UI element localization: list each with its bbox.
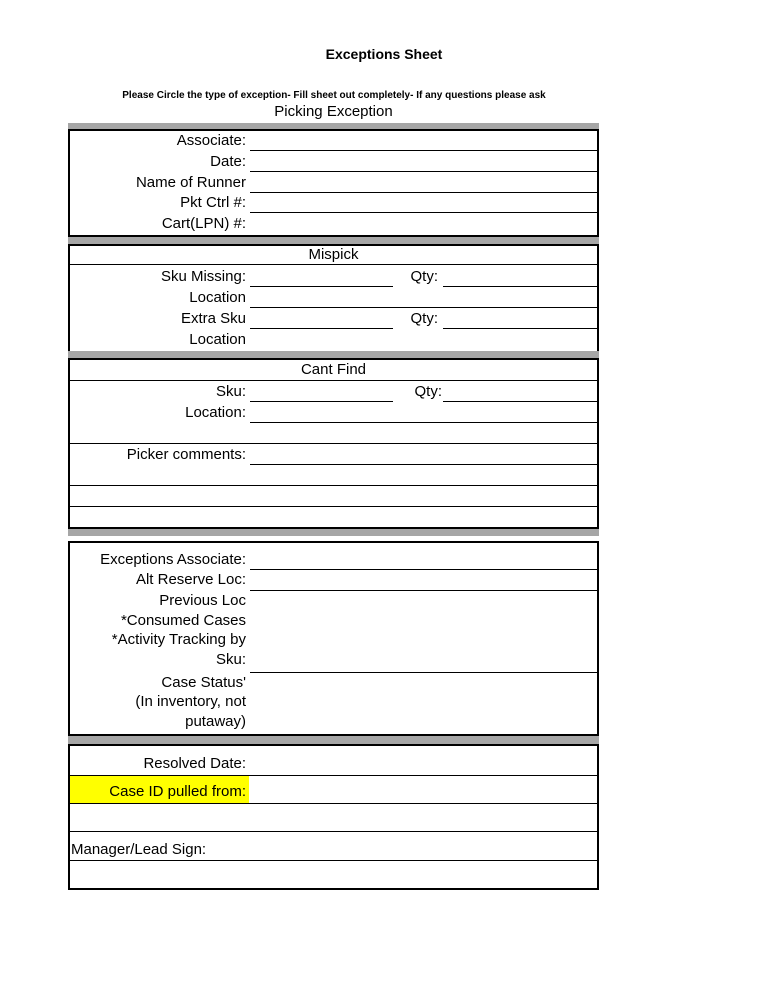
activity-tracking-label-2: Sku: bbox=[215, 651, 246, 668]
section-divider bbox=[68, 529, 599, 536]
sku-missing-field[interactable] bbox=[250, 286, 393, 287]
picker-comments-field[interactable] bbox=[250, 464, 599, 465]
picker-comments-label: Picker comments: bbox=[126, 446, 246, 463]
case-status-label-2: (In inventory, not bbox=[135, 693, 246, 710]
extra-sku-field[interactable] bbox=[250, 328, 393, 329]
case-status-label: Case Status' bbox=[161, 674, 246, 691]
exceptions-associate-label: Exceptions Associate: bbox=[100, 551, 246, 568]
sku-label: Sku: bbox=[215, 383, 246, 400]
location-field[interactable] bbox=[250, 422, 599, 423]
row-rule bbox=[68, 443, 599, 444]
case-id-field[interactable] bbox=[68, 803, 599, 804]
alt-reserve-label: Alt Reserve Loc: bbox=[135, 571, 246, 588]
activity-tracking-label: *Activity Tracking by bbox=[111, 631, 246, 648]
manager-sign-label: Manager/Lead Sign: bbox=[71, 841, 207, 858]
mispick-title: Mispick bbox=[308, 246, 359, 263]
case-id-label: Case ID pulled from: bbox=[109, 783, 246, 800]
runner-field[interactable] bbox=[250, 192, 599, 193]
mispick-title-rule bbox=[68, 264, 599, 265]
exceptions-associate-field[interactable] bbox=[250, 569, 599, 570]
instructions: Please Circle the type of exception- Fill sheet out completely- If any questions please ask bbox=[122, 90, 546, 101]
consumed-cases-label: *Consumed Cases bbox=[120, 612, 246, 629]
associate-field[interactable] bbox=[250, 150, 599, 151]
sheet-title: Exceptions Sheet bbox=[325, 46, 443, 62]
row-rule bbox=[68, 831, 599, 832]
date-field[interactable] bbox=[250, 171, 599, 172]
sku-field[interactable] bbox=[250, 401, 393, 402]
location-label: Location: bbox=[185, 404, 246, 421]
runner-label: Name of Runner bbox=[135, 174, 246, 191]
section-divider bbox=[68, 237, 599, 244]
alt-reserve-field[interactable] bbox=[250, 590, 599, 591]
date-label: Date: bbox=[210, 153, 246, 170]
previous-loc-label: Previous Loc bbox=[159, 592, 246, 609]
associate-label: Associate: bbox=[176, 132, 246, 149]
section-divider bbox=[68, 351, 599, 358]
extra-sku-label: Extra Sku bbox=[180, 310, 246, 327]
qty-label: Qty: bbox=[410, 268, 438, 285]
qty-label: Qty: bbox=[410, 310, 438, 327]
qty-field[interactable] bbox=[443, 328, 599, 329]
cant-find-title: Cant Find bbox=[300, 361, 367, 378]
case-status-label-3: putaway) bbox=[185, 713, 246, 730]
cart-label: Cart(LPN) #: bbox=[161, 215, 246, 232]
comments-line[interactable] bbox=[68, 485, 599, 486]
location-field[interactable] bbox=[250, 307, 599, 308]
manager-sign-field[interactable] bbox=[68, 860, 599, 861]
sku-missing-label: Sku Missing: bbox=[160, 268, 246, 285]
resolved-date-label: Resolved Date: bbox=[143, 755, 246, 772]
cant-find-title-rule bbox=[68, 380, 599, 381]
location-label: Location bbox=[189, 331, 246, 348]
qty-label: Qty: bbox=[414, 383, 442, 400]
qty-field[interactable] bbox=[443, 401, 599, 402]
pkt-ctrl-field[interactable] bbox=[250, 212, 599, 213]
pkt-ctrl-label: Pkt Ctrl #: bbox=[180, 194, 246, 211]
location-label: Location bbox=[189, 289, 246, 306]
activity-tracking-field[interactable] bbox=[250, 672, 599, 673]
picking-exception-title: Picking Exception bbox=[274, 103, 393, 120]
qty-field[interactable] bbox=[443, 286, 599, 287]
comments-line[interactable] bbox=[68, 506, 599, 507]
